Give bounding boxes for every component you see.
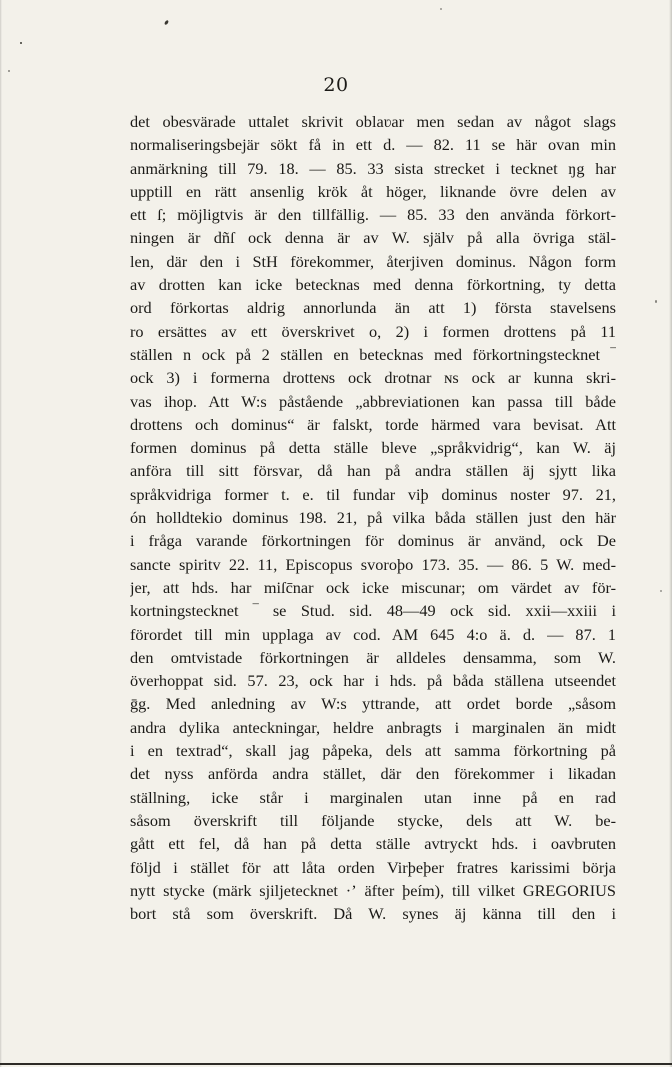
text-line: ord förkortas aldrig annorlunda än att 1) första stavelsens [130,298,616,318]
text-line: anmärkning till 79. 18. — 85. 33 sista strecket i tecknet ŋg har [130,158,616,178]
text-line: ställen n ock på 2 ställen en betecknas med förkortningstecknet ‾ [130,344,616,364]
text-line: jer, att hds. har miſc̄nar ock icke miscunar; om värdet av för- [130,577,616,597]
text-line: i fråga varande förkortningen för dominus är använd, ock De [130,531,616,551]
text-line: överhoppat sid. 57. 23, ock har i hds. på båda ställena utseendet [130,671,616,691]
text-line: len, där den i StH förekommer, återjiven dominus. Någon form [130,251,616,271]
text-line: normaliseringsbejär sökt få in ett d. — 82. 11 se här ovan min [130,135,616,155]
text-line: av drotten kan icke betecknas med denna förkortning, ty detta [130,275,616,295]
body-text [130,110,616,925]
text-line: andra dylika anteckningar, heldre anbragts i marginalen än midt [130,717,616,737]
text-line: ḡg. Med anledning av W:s yttrande, att ordet borde „såsom [130,694,616,714]
text-line: vas ihop. Att W:s påstående „abbreviationen kan passa till både [130,391,616,411]
text-line: drottens och dominus“ är falskt, torde härmed vara bevisat. Att [130,414,616,434]
text-line: det obesvärade uttalet skrivit oblaʋar men sedan av något slags [130,112,616,131]
page-bottom-edge [0,1063,672,1065]
text-line: språkvidriga former t. e. til fundar viþ dominus noster 97. 21, [130,484,616,504]
text-line: i en textrad“, skall jag påpeka, dels att samma förkortning på [130,741,616,761]
text-line: det nyss anförda andra stället, där den förekommer i likadan [130,764,616,784]
text-line: kortningstecknet ‾ se Stud. sid. 48—49 ock sid. xxii—xxiii i [130,601,616,621]
text-line: ock 3) i formerna drotteɴs ock drotnar ɴs ock ar kunna skri- [130,368,616,388]
ink-speck [660,590,662,592]
text-line: ställning, icke står i marginalen utan inne på en rad [130,787,616,807]
text-line: förordet till min upplaga av cod. AM 645 4:o ä. d. — 87. 1 [130,624,616,644]
text-line: sancte spiritv 22. 11, Episcopus svoroþo 173. 35. — 86. 5 W. med- [130,554,616,574]
text-line: såsom överskrift till följande stycke, dels att W. be- [130,810,616,830]
text-line: formen dominus på detta ställe bleve „språkvidrig“, kan W. äj [130,438,616,458]
text-line: anföra till sitt försvar, då han på andra ställen äj sjytt lika [130,461,616,481]
text-line: den omtvistade förkortningen är alldeles densamma, som W. [130,647,616,667]
text-line: ett ſ; möjligtvis är den tillfällig. — 85. 33 den använda förkort- [130,205,616,225]
text-line: ón holldtekio dominus 198. 21, på vilka båda ställen just den här [130,508,616,528]
text-line: följd i stället för att låta orden Virþeþer fratres karissimi börja [130,857,616,877]
text-line: gått ett fel, då han på detta ställe avtryckt hds. i oavbruten [130,834,616,854]
text-line: nytt stycke (märk sjiljetecknet ·ʼ äfter þeím), till vilket GREGORIUS [130,880,616,900]
ink-speck [655,300,657,303]
text-line: upptill en rätt ansenlig krök åt höger, liknande övre delen av [130,181,616,201]
ink-speck [164,20,169,26]
ink-speck [440,8,442,10]
text-line: bort stå som överskrift. Då W. synes äj känna till den i [130,904,616,924]
page-number: 20 [323,74,349,96]
ink-speck [8,70,10,72]
text-line: ro ersättes av ett överskrivet o, 2) i formen drottens på 11 [130,321,616,341]
page-left-shadow [0,0,2,1067]
ink-speck [20,42,22,44]
text-line: ningen är dñſ ock denna är av W. själv på alla övriga stäl- [130,228,616,248]
